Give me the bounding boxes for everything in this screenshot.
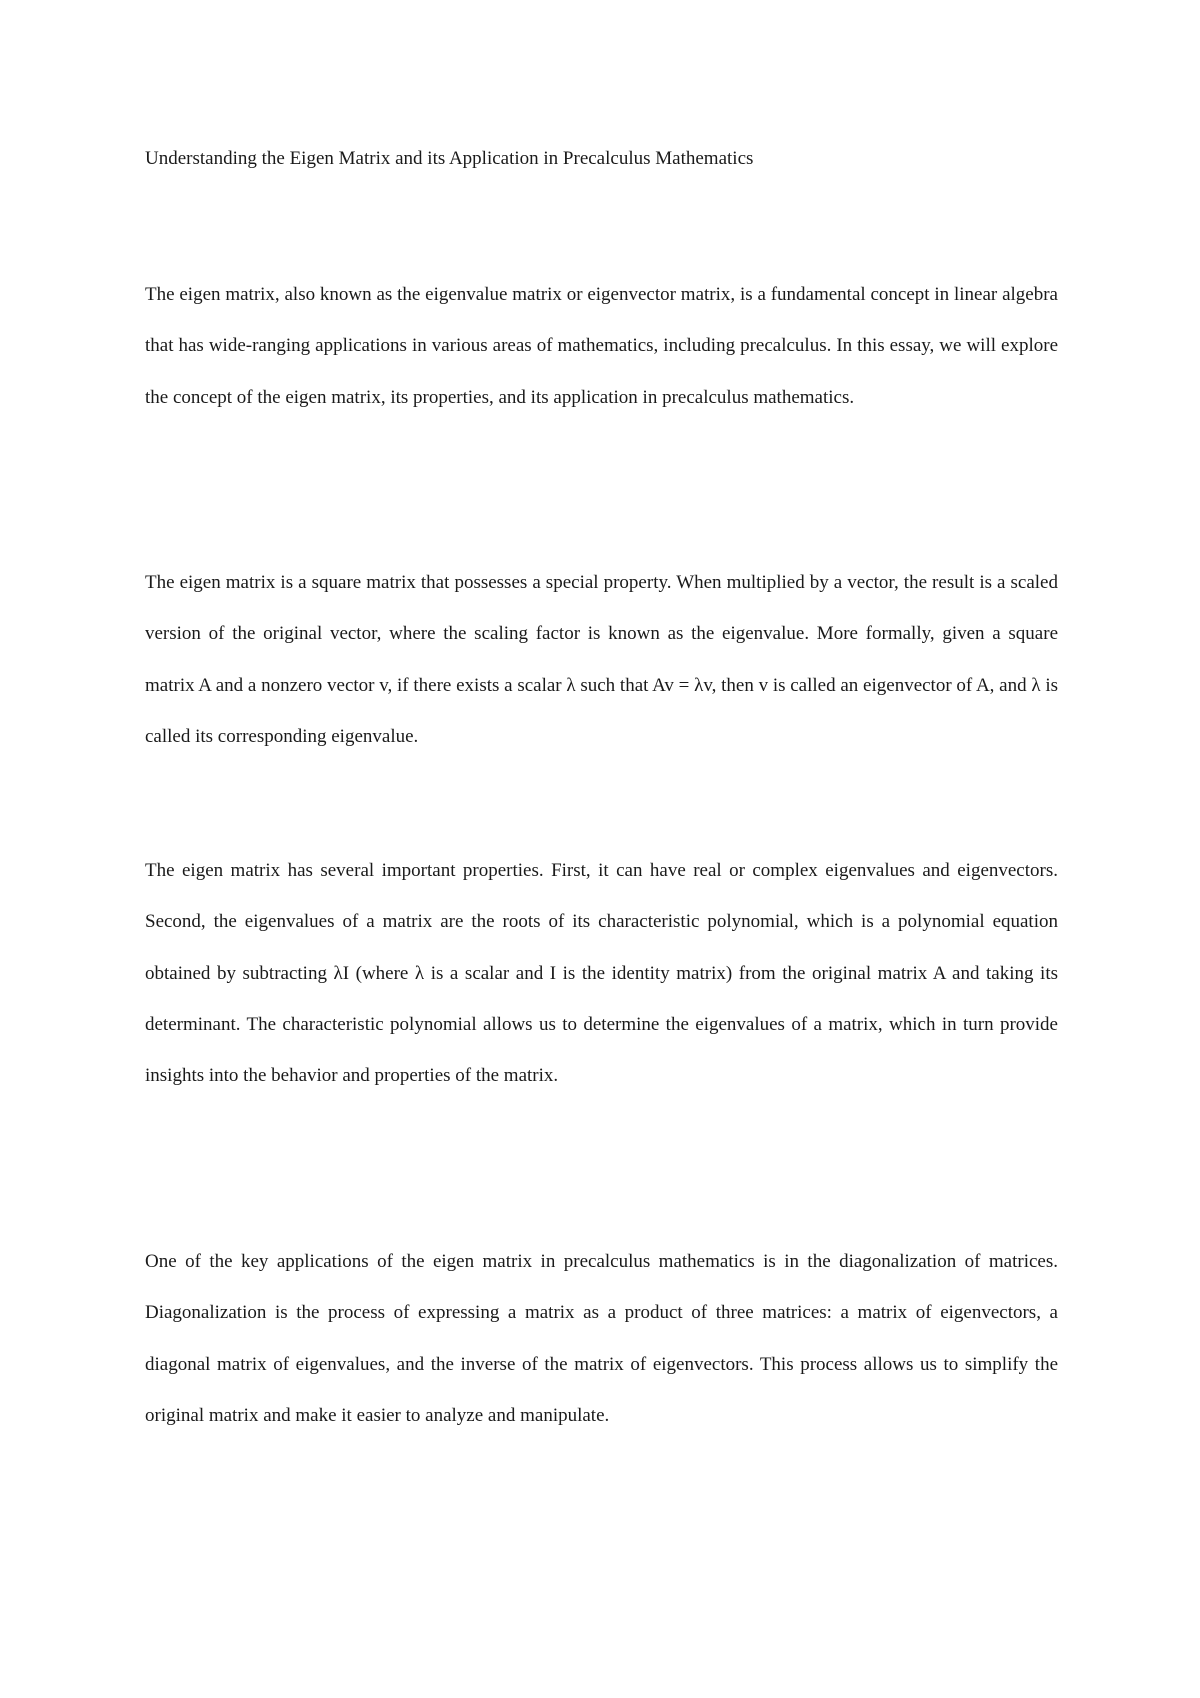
- paragraph-eigen-matrix-properties: The eigen matrix has several important properties. First, it can have real or complex eigenvalues and eigenvectors. Second, the eigenvalues of a matrix are the roots of its characteristic polynomial, which is a polynomial equation obtained by subtracting λI (where λ is a scalar and I is the identity matrix) from the original matrix A and taking its determinant. The characteristic polynomial allows us to determine the eigenvalues of a matrix, which in turn provide insights into the behavior and properties of the matrix.: [145, 860, 1058, 1087]
- document-title: Understanding the Eigen Matrix and its Application in Precalculus Mathematics: [145, 148, 754, 169]
- paragraph-diagonalization: One of the key applications of the eigen matrix in precalculus mathematics is in the diagonalization of matrices. Diagonalization is the process of expressing a matrix as a product of three matrices: a matrix of eigenvectors, a diagonal matrix of eigenvalues, and the inverse of the matrix of eigenvectors. This process allows us to simplify the original matrix and make it easier to analyze and manipulate.: [145, 1251, 1058, 1426]
- paragraph-eigen-matrix-definition: The eigen matrix is a square matrix that possesses a special property. When multiplied by a vector, the result is a scaled version of the original vector, where the scaling factor is known as the eigenvalue. More formally, given a square matrix A and a nonzero vector v, if there exists a scalar λ such that Av = λv, then v is called an eigenvector of A, and λ is called its corresponding eigenvalue.: [145, 572, 1058, 747]
- paragraph-eigen-matrix-intro: The eigen matrix, also known as the eigenvalue matrix or eigenvector matrix, is a fundamental concept in linear algebra that has wide-ranging applications in various areas of mathematics, including precalculus. In this essay, we will explore the concept of the eigen matrix, its properties, and its application in precalculus mathematics.: [145, 284, 1058, 408]
- document-page: [145, 142, 1058, 1426]
